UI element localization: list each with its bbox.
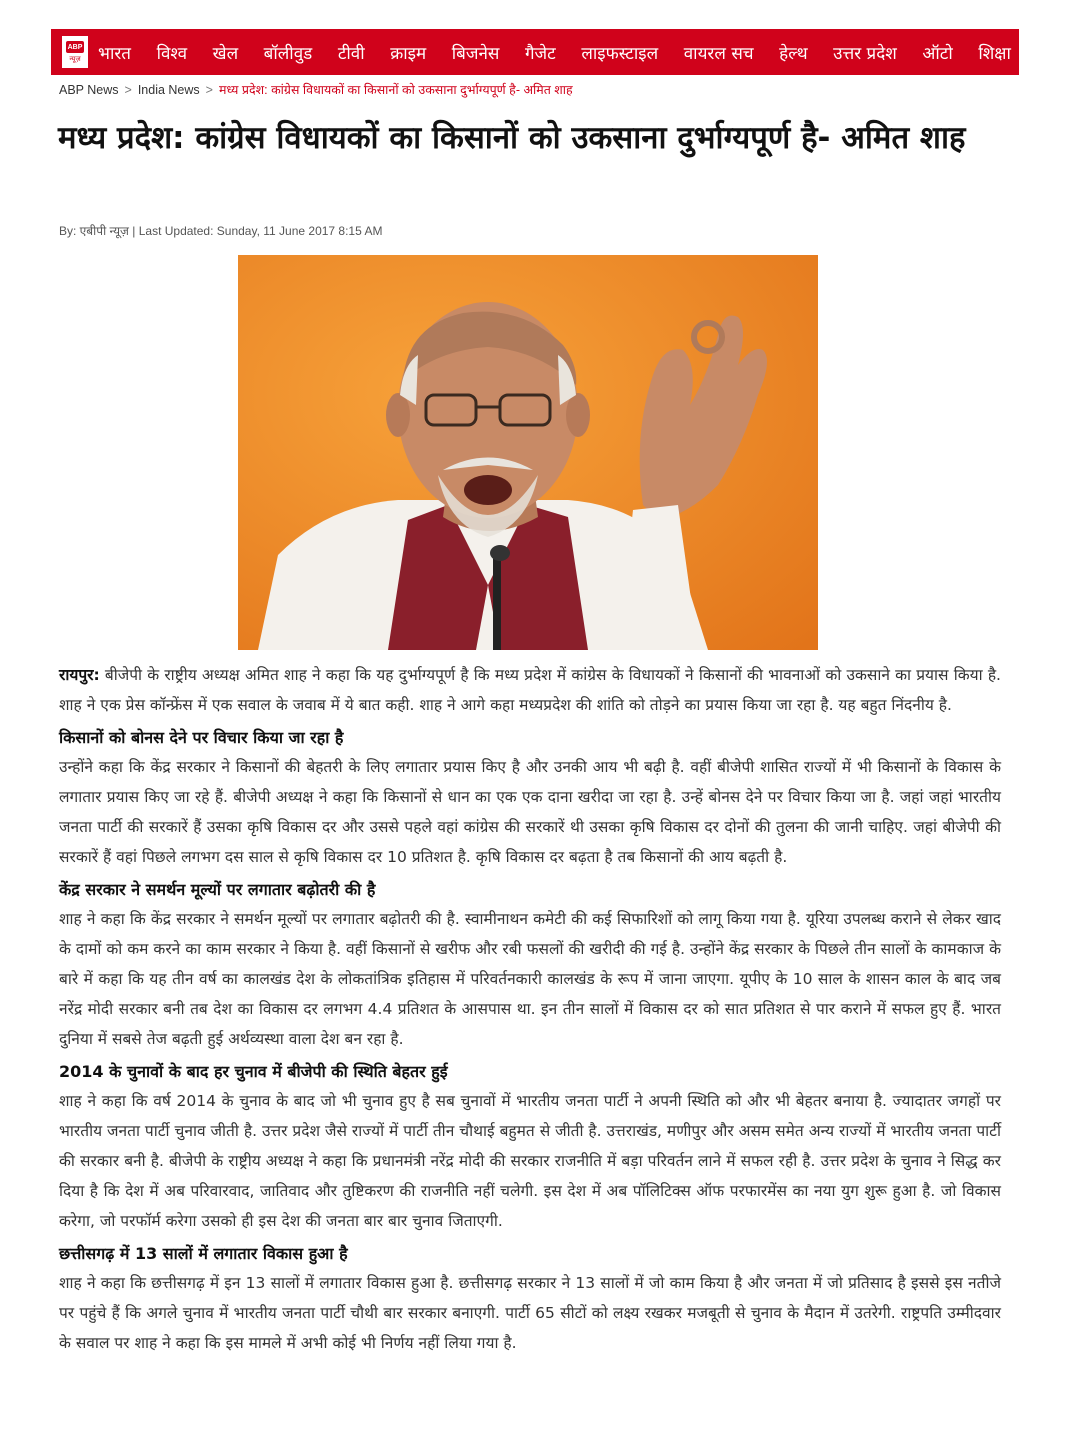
nav-item-uttar-pradesh[interactable]: उत्तर प्रदेश — [833, 43, 897, 64]
section-heading: किसानों को बोनस देने पर विचार किया जा रहा है — [59, 728, 344, 747]
breadcrumb — [59, 81, 573, 98]
nav-item-business[interactable]: बिजनेस — [451, 43, 500, 64]
article-dateline: रायपुर: — [59, 666, 100, 684]
nav-item-gadget[interactable]: गैजेट — [524, 43, 556, 64]
top-navbar — [51, 29, 1019, 75]
article-intro-text: बीजेपी के राष्ट्रीय अध्यक्ष अमित शाह ने कहा कि यह दुर्भाग्यपूर्ण है कि मध्य प्रदेश में कांग्रेस के विधायकों ने किसानों की भावनाओं को उकसाने का प्रयास किया है. शाह ने एक प्रेस कॉन्फ्रेंस में एक सवाल के जवाब में ये बात कही. शाह ने आगे कहा मध्यप्रदेश की शांति को तोड़ने का प्रयास किया जा रहा है. यह बहुत निंदनीय है. — [59, 666, 1001, 714]
section-paragraph: उन्होंने कहा कि केंद्र सरकार ने किसानों की बेहतरी के लिए लगातार प्रयास किए है और उनकी आय भी बढ़ी है. वहीं बीजेपी शासित राज्यों में भी किसानों के विकास के लगातार प्रयास किए जा रहे हैं. बीजेपी अध्यक्ष ने कहा कि किसानों से धान का एक एक दाना खरीदा जा रहा है. उन्हें बोनस देने पर विचार किया जा है. जहां जहां भारतीय जनता पार्टी की सरकारें हैं उसका कृषि विकास दर और उससे पहले वहां कांग्रेस की सरकारें थी उसका कृषि विकास दर दोनों की तुलना की जानी चाहिए. जहां बीजेपी की सरकारें हैं वहां पिछले लगभग दस साल से कृषि विकास दर 10 प्रतिशत है. कृषि विकास दर बढ़ता है तब किसानों की आय बढ़ती है. — [59, 758, 1001, 866]
section-paragraph: शाह ने कहा कि केंद्र सरकार ने समर्थन मूल्यों पर लगातार बढ़ोतरी की है. स्वामीनाथन कमेटी की कई सिफारिशों को लागू किया गया है. यूरिया उपलब्ध कराने से लेकर खाद के दामों को कम करने का काम सरकार ने किया है. वहीं किसानों से खरीफ और रबी फसलों की खरीदी की गई है. उन्होंने केंद्र सरकार के पिछले तीन सालों के कामकाज के बारे में कहा कि यह तीन वर्ष का कालखंड देश के लोकतांत्रिक इतिहास में परिवर्तनकारी कालखंड के रूप में जाना जाएगा. यूपीए के 10 साल के शासन काल के बाद जब नरेंद्र मोदी सरकार बनी तब देश का विकास दर लगभग 4.4 प्रतिशत के आसपास था. इन तीन सालों में विकास दर को सात प्रतिशत से पार कराने में सफल हुए हैं. भारत दुनिया में सबसे तेज बढ़ती हुई अर्थव्यस्था वाला देश बन रहा है. — [59, 910, 1001, 1048]
abp-logo[interactable] — [62, 36, 88, 68]
nav-item-khel[interactable]: खेल — [212, 43, 239, 64]
nav-item-bharat[interactable]: भारत — [98, 43, 131, 64]
section-paragraph: शाह ने कहा कि वर्ष 2014 के चुनाव के बाद जो भी चुनाव हुए है सब चुनावों में भारतीय जनता पार्टी ने अपनी स्थिति को और भी बेहतर बनाया है. ज्यादातर जगहों पर भारतीय जनता पार्टी चुनाव जीती है. उत्तर प्रदेश जैसे राज्यों में पार्टी तीन चौथाई बहुमत से जीती है. उत्तराखंड, मणीपुर और असम समेत अन्य राज्यों में भारतीय जनता पार्टी की सरकार बनी है. बीजेपी के राष्ट्रीय अध्यक्ष ने कहा कि प्रधानमंत्री नरेंद्र मोदी की सरकार राजनीति में बड़ा परिवर्तन लाने में सफल रही है. उत्तर प्रदेश के चुनाव ने सिद्ध कर दिया है कि देश में अब परिवारवाद, जातिवाद और तुष्टिकरण की राजनीति नहीं चलेगी. इस देश में अब पॉलिटिक्स ऑफ परफारमेंस का नया युग शुरू हुआ है. जो विकास करेगा, जो परफॉर्म करेगा उसको ही इस देश की जनता बार बार चुनाव जिताएगी. — [59, 1092, 1001, 1230]
nav-item-shiksha[interactable]: शिक्षा — [978, 43, 1011, 64]
section-paragraph: शाह ने कहा कि छत्तीसगढ़ में इन 13 सालों में लगातार विकास हुआ है. छत्तीसगढ़ सरकार ने 13 सालों में जो काम किया है और जनता में जो प्रतिसाद है इससे इस नतीजे पर पहुंचे हैं कि अगले चुनाव में भारतीय जनता पार्टी चौथी बार सरकार बनाएगी. पार्टी 65 सीटों को लक्ष्य रखकर मजबूती से चुनाव के मैदान में उतरेगी. राष्ट्रपति उम्मीदवार के सवाल पर शाह ने कहा कि इस मामले में अभी कोई भी निर्णय नहीं लिया गया है. — [59, 1274, 1001, 1352]
section-heading: छत्तीसगढ़ में 13 सालों में लगातार विकास हुआ है — [59, 1244, 348, 1263]
section-heading: केंद्र सरकार ने समर्थन मूल्यों पर लगातार बढ़ोतरी की है — [59, 880, 376, 899]
nav-item-auto[interactable]: ऑटो — [922, 43, 953, 64]
nav-item-health[interactable]: हेल्थ — [779, 43, 808, 64]
article-title: मध्य प्रदेश: कांग्रेस विधायकों का किसानों को उकसाना दुर्भाग्यपूर्ण है- अमित शाह — [58, 120, 966, 156]
section-heading: 2014 के चुनावों के बाद हर चुनाव में बीजेपी की स्थिति बेहतर हुई — [59, 1062, 448, 1081]
article-hero-image — [238, 255, 818, 650]
nav-item-bollywood[interactable]: बॉलीवुड — [263, 43, 313, 64]
article-intro — [59, 660, 1001, 720]
nav-item-vishwa[interactable]: विश्व — [156, 43, 188, 64]
breadcrumb-section[interactable]: India News — [137, 82, 200, 97]
nav-item-crime[interactable]: क्राइम — [390, 43, 427, 64]
nav-item-tv[interactable]: टीवी — [337, 43, 365, 64]
article-body — [59, 660, 1001, 1358]
nav-menu — [98, 41, 1019, 64]
abp-logo-mark: ABP — [66, 41, 84, 53]
breadcrumb-current[interactable]: मध्य प्रदेश: कांग्रेस विधायकों का किसानों को उकसाना दुर्भाग्यपूर्ण है- अमित शाह — [218, 83, 573, 97]
nav-item-lifestyle[interactable]: लाइफस्टाइल — [581, 43, 659, 64]
nav-item-viral-sach[interactable]: वायरल सच — [683, 43, 754, 64]
breadcrumb-separator: > — [124, 82, 132, 97]
article-byline: By: एबीपी न्यूज़ | Last Updated: Sunday, 11 June 2017 8:15 AM — [59, 224, 383, 238]
breadcrumb-separator: > — [205, 82, 213, 97]
abp-logo-sub: न्यूज़ — [69, 55, 81, 63]
breadcrumb-home[interactable]: ABP News — [59, 82, 119, 97]
speaker-photo-illustration — [238, 255, 818, 650]
